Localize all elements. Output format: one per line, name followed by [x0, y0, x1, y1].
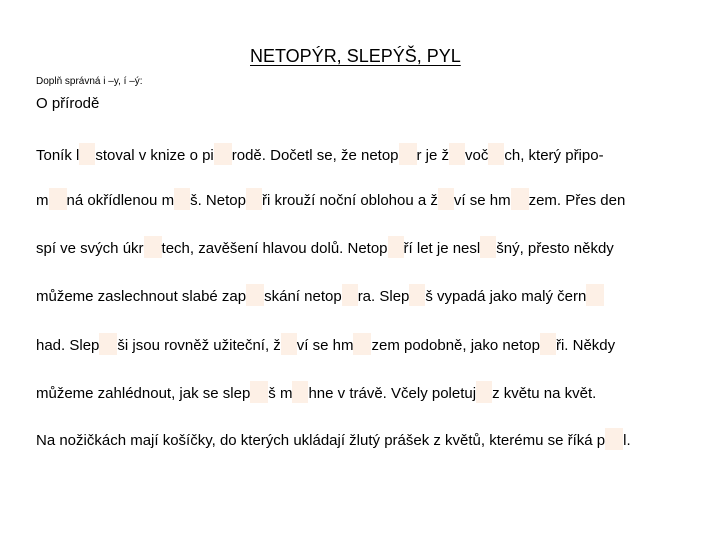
- letter-blank[interactable]: [246, 188, 262, 210]
- letter-blank[interactable]: [476, 381, 492, 403]
- text-segment: ví se hm: [453, 192, 511, 209]
- letter-blank[interactable]: [586, 284, 604, 306]
- letter-blank[interactable]: [605, 428, 623, 450]
- letter-blank[interactable]: [174, 188, 190, 210]
- text-segment: m: [36, 192, 49, 209]
- exercise-line-5: [36, 333, 615, 356]
- letter-blank[interactable]: [480, 236, 496, 258]
- letter-blank[interactable]: [246, 284, 264, 306]
- instructions: Doplň správná i –y, í –ý:: [36, 76, 143, 87]
- text-segment: z květu na květ.: [492, 385, 597, 402]
- letter-blank[interactable]: [79, 143, 95, 165]
- letter-blank[interactable]: [409, 284, 425, 306]
- text-segment: š. Netop: [190, 192, 246, 209]
- text-segment: ch, který připo-: [504, 147, 604, 164]
- text-segment: skání netop: [264, 288, 342, 305]
- text-segment: š vypadá jako malý čern: [425, 288, 587, 305]
- text-segment: had. Slep: [36, 337, 100, 354]
- text-segment: ra. Slep: [357, 288, 410, 305]
- text-segment: můžeme zaslechnout slabé zap: [36, 288, 247, 305]
- text-segment: rodě. Dočetl se, že netop: [231, 147, 399, 164]
- text-segment: Na nožičkách mají košíčky, do kterých ukládají žlutý prášek z květů, kterému se říká p: [36, 432, 606, 449]
- exercise-line-2: [36, 188, 625, 211]
- letter-blank[interactable]: [99, 333, 117, 355]
- letter-blank[interactable]: [342, 284, 358, 306]
- letter-blank[interactable]: [144, 236, 162, 258]
- text-segment: Toník l: [36, 147, 80, 164]
- text-segment: š m: [268, 385, 293, 402]
- text-segment: l.: [623, 432, 631, 449]
- letter-blank[interactable]: [540, 333, 556, 355]
- text-segment: ví se hm: [296, 337, 354, 354]
- text-segment: ři krouží noční oblohou a ž: [261, 192, 438, 209]
- text-segment: spí ve svých úkr: [36, 240, 144, 257]
- text-segment: šný, přesto někdy: [496, 240, 614, 257]
- letter-blank[interactable]: [511, 188, 529, 210]
- letter-blank[interactable]: [399, 143, 417, 165]
- text-segment: můžeme zahlédnout, jak se slep: [36, 385, 251, 402]
- subtitle: O přírodě: [36, 95, 100, 112]
- text-segment: r je ž: [416, 147, 450, 164]
- text-segment: tech, zavěšení hlavou dolů. Netop: [161, 240, 388, 257]
- text-segment: hne v trávě. Včely poletuj: [308, 385, 477, 402]
- letter-blank[interactable]: [49, 188, 67, 210]
- text-segment: ři. Někdy: [555, 337, 616, 354]
- exercise-line-4: [36, 284, 604, 307]
- letter-blank[interactable]: [214, 143, 232, 165]
- text-segment: zem. Přes den: [528, 192, 626, 209]
- exercise-line-6: [36, 381, 596, 404]
- letter-blank[interactable]: [353, 333, 371, 355]
- text-segment: stoval v knize o pi: [95, 147, 214, 164]
- exercise-line-3: [36, 236, 614, 259]
- text-segment: ši jsou rovněž užiteční, ž: [117, 337, 281, 354]
- text-segment: voč: [465, 147, 489, 164]
- letter-blank[interactable]: [438, 188, 454, 210]
- exercise-line-7: [36, 428, 631, 451]
- text-segment: ná okřídlenou m: [66, 192, 175, 209]
- letter-blank[interactable]: [281, 333, 297, 355]
- letter-blank[interactable]: [292, 381, 308, 403]
- text-segment: ří let je nesl: [403, 240, 481, 257]
- letter-blank[interactable]: [250, 381, 268, 403]
- letter-blank[interactable]: [449, 143, 465, 165]
- text-segment: zem podobně, jako netop: [371, 337, 540, 354]
- letter-blank[interactable]: [488, 143, 504, 165]
- letter-blank[interactable]: [388, 236, 404, 258]
- exercise-line-1: [36, 143, 604, 166]
- page-title: NETOPÝR, SLEPÝŠ, PYL: [250, 46, 461, 66]
